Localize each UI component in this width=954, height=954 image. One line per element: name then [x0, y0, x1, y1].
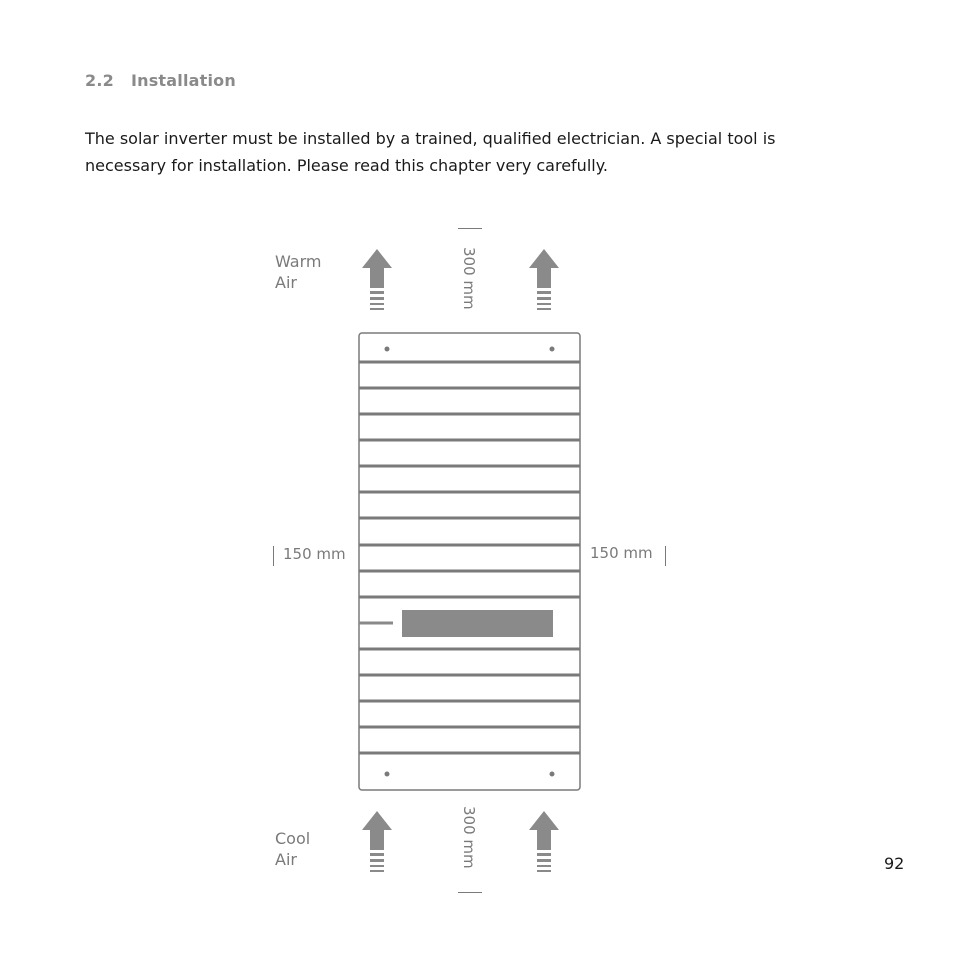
inverter-body [359, 333, 580, 790]
arrow-up-icon [529, 249, 559, 310]
intro-line-2: necessary for installation. Please read this chapter very carefully. [85, 156, 608, 175]
section-number: 2.2 [85, 71, 114, 90]
warm-air-label-line-2: Air [275, 273, 297, 292]
bottom-clearance-label: 300 mm [460, 806, 478, 869]
page-number: 92 [884, 854, 905, 873]
arrow-up-icon [362, 249, 392, 310]
warm-air-label-line-1: Warm [275, 252, 322, 271]
intro-line-1: The solar inverter must be installed by a trained, qualified electrician. A special tool is [85, 129, 776, 148]
arrow-up-icon [362, 811, 392, 872]
mounting-screws [385, 347, 555, 777]
cool-air-label-line-1: Cool [275, 829, 311, 848]
inverter-cooling-fins [359, 362, 580, 753]
arrow-up-icon [529, 811, 559, 872]
inverter-display [402, 610, 553, 637]
right-clearance-label: 150 mm [590, 544, 653, 562]
section-title: Installation [130, 71, 236, 90]
top-clearance-label: 300 mm [460, 247, 478, 310]
left-clearance-label: 150 mm [283, 545, 346, 563]
cool-air-label-line-2: Air [275, 850, 297, 869]
